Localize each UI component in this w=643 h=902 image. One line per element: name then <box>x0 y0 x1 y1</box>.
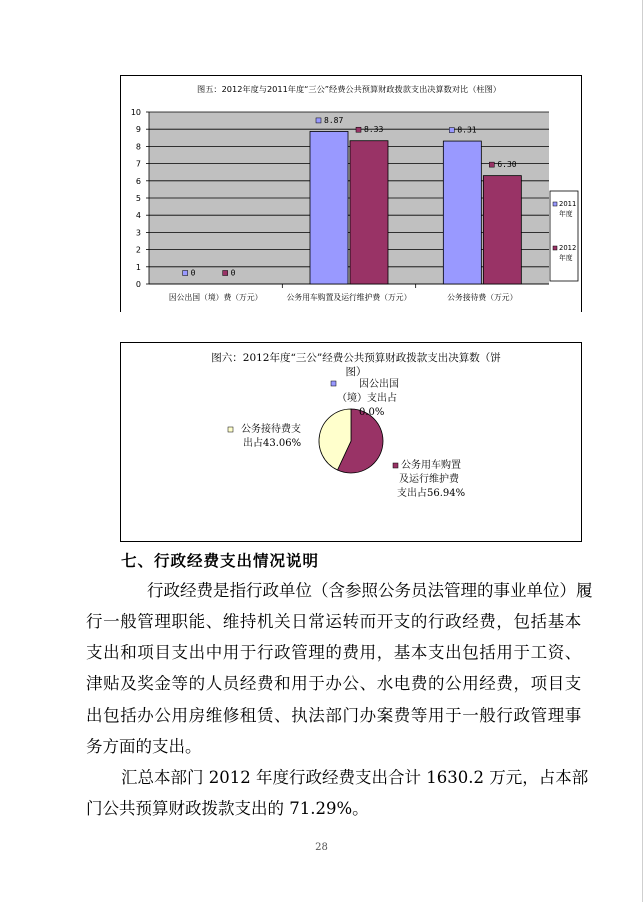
pie-label-marker-2 <box>228 427 233 432</box>
bar-1-2 <box>483 176 521 284</box>
bar-chart-title: 图五：2012年度与2011年度“三公”经费公共预算财政拨款支出决算数对比（柱图） <box>197 84 501 94</box>
pie-slice-label-2: 公务接待费支 <box>241 424 301 435</box>
page-number: 28 <box>315 842 328 853</box>
x-tick-label: 公务用车购置及运行维护费（万元） <box>286 293 412 302</box>
pie-slice-label-0: 因公出国 <box>359 379 399 390</box>
y-tick-label: 2 <box>135 245 141 255</box>
data-label: 0 <box>190 268 196 278</box>
para1-line-4: 津贴及奖金等的人员经费和用于办公、水电费的公用经费，项目支 <box>86 674 582 693</box>
bar-0-1 <box>310 131 348 284</box>
data-label: 8.33 <box>364 125 384 135</box>
section-title: 七、行政经费支出情况说明 <box>121 551 320 570</box>
para1-line-2: 行一般管理职能、维持机关日常运转而开支的行政经费，包括基本 <box>86 612 582 631</box>
legend-label: 2012 <box>559 244 577 252</box>
y-tick-label: 3 <box>135 228 141 238</box>
pie-slice-label-2: 出占43.06% <box>243 438 302 449</box>
legend-label: 2011 <box>559 200 577 208</box>
data-label-marker <box>223 271 228 276</box>
legend-label: 年度 <box>559 210 573 218</box>
y-tick-label: 0 <box>135 280 141 289</box>
pie-slice-label-1: 公务用车购置 <box>401 460 461 471</box>
y-tick-label: 9 <box>135 125 141 135</box>
bar-1-1 <box>350 141 388 284</box>
data-label-marker <box>183 271 188 276</box>
pie-chart-title-line: 图） <box>345 366 367 378</box>
pie-chart-figure-6 <box>120 342 582 542</box>
data-label: 8.31 <box>457 125 477 135</box>
y-tick-label: 6 <box>135 176 141 186</box>
para2-line-1: 汇总本部门 2012 年度行政经费支出合计 1630.2 万元，占本部 <box>121 768 589 787</box>
data-label-marker <box>489 162 494 167</box>
y-tick-label: 7 <box>135 159 141 169</box>
bar-chart-svg <box>121 76 581 312</box>
legend-swatch <box>553 202 557 206</box>
bar-0-2 <box>443 141 481 284</box>
para1-line-6: 务方面的支出。 <box>86 737 202 756</box>
pie-label-marker-1 <box>393 463 398 468</box>
pie-slice-label-0: （境）支出占 <box>337 393 397 404</box>
x-tick-label: 因公出国（境）费（万元） <box>168 293 263 302</box>
pie-slice-label-1: 及运行维护费 <box>399 474 459 485</box>
x-tick-label: 公务接待费（万元） <box>447 293 518 302</box>
y-tick-label: 1 <box>135 262 141 272</box>
para1-line-1: 行政经费是指行政单位（含参照公务员法管理的事业单位）履 <box>147 581 593 600</box>
pie-label-marker-0 <box>331 381 336 386</box>
y-tick-label: 4 <box>135 211 141 221</box>
para1-line-3: 支出和项目支出中用于行政管理的费用，基本支出包括用于工资、 <box>86 643 582 662</box>
pie-chart-svg <box>121 343 581 541</box>
pie-slice-label-1: 支出占56.94% <box>397 488 466 499</box>
data-label: 6.30 <box>497 160 517 170</box>
y-tick-label: 5 <box>135 194 141 203</box>
bar-legend <box>550 191 578 281</box>
bar-chart-figure-5 <box>120 75 582 312</box>
y-tick-label: 8 <box>135 142 141 152</box>
data-label-marker <box>356 127 361 132</box>
pie-chart-title-line: 图六：2012年度“三公”经费公共预算财政拨款支出决算数（饼 <box>211 352 501 364</box>
legend-swatch <box>553 246 557 250</box>
data-label-marker <box>316 118 321 123</box>
para1-line-5: 出包括办公用房维修租赁、执法部门办案费等用于一般行政管理事 <box>86 706 582 725</box>
legend-label: 年度 <box>559 254 573 262</box>
pie-slice-label-0: 0.0% <box>359 407 385 418</box>
data-label-marker <box>449 128 454 133</box>
data-label: 8.87 <box>324 115 344 125</box>
y-tick-label: 10 <box>130 108 141 117</box>
para2-line-2: 门公共预算财政拨款支出的 71.29%。 <box>86 799 369 818</box>
data-label: 0 <box>230 268 236 278</box>
